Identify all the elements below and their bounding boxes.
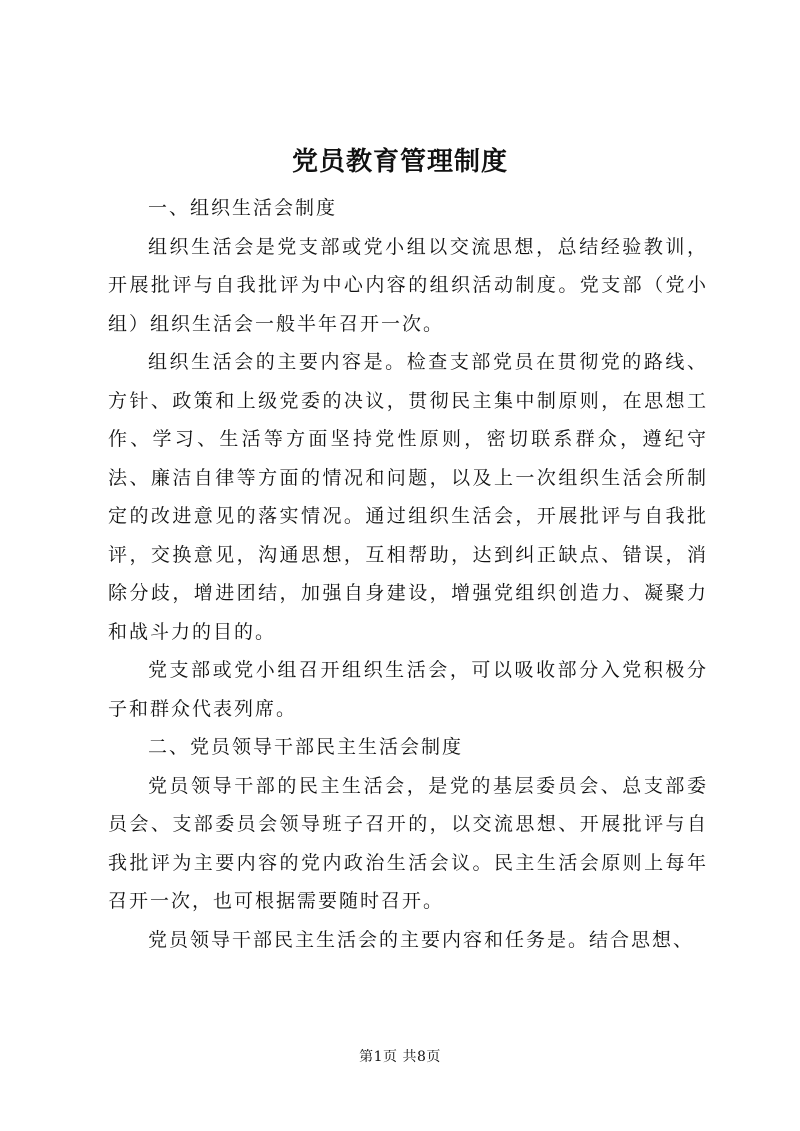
body-paragraph: 党员领导干部民主生活会的主要内容和任务是。结合思想、: [148, 928, 695, 951]
body-paragraph: 党支部或党小组召开组织生活会，可以吸收部分入党积极分子和群众代表列席。: [108, 659, 708, 720]
document-title: 党员教育管理制度: [291, 147, 508, 177]
document-body: [108, 189, 708, 959]
body-paragraph: 组织生活会的主要内容是。检查支部党员在贯彻党的路线、方针、政策和上级党委的决议，贯彻民主集中制原则，在思想工作、学习、生活等方面坚持党性原则，密切联系群众，遵纪守法、廉洁自律等方面的情况和问题，以及上一次组织生活会所制定的改进意见的落实情况。通过组织生活会，开展批评与自我批评，交换意见，沟通思想，互相帮助，达到纠正缺点、错误，消除分歧，增进团结，加强自身建设，增强党组织创造力、凝聚力和战斗力的目的。: [108, 351, 708, 643]
body-paragraph: 党员领导干部的民主生活会，是党的基层委员会、总支部委员会、支部委员会领导班子召开的，以交流思想、开展批评与自我批评为主要内容的党内政治生活会议。民主生活会原则上每年召开一次，也可根据需要随时召开。: [108, 774, 708, 912]
page-number-footer: 第1页 共8页: [359, 1049, 441, 1065]
body-paragraph: 组织生活会是党支部或党小组以交流思想，总结经验教训，开展批评与自我批评为中心内容的组织活动制度。党支部（党小组）组织生活会一般半年召开一次。: [108, 235, 708, 335]
section-heading-1: 一、组织生活会制度: [148, 197, 338, 219]
section-heading-2: 二、党员领导干部民主生活会制度: [148, 736, 464, 758]
